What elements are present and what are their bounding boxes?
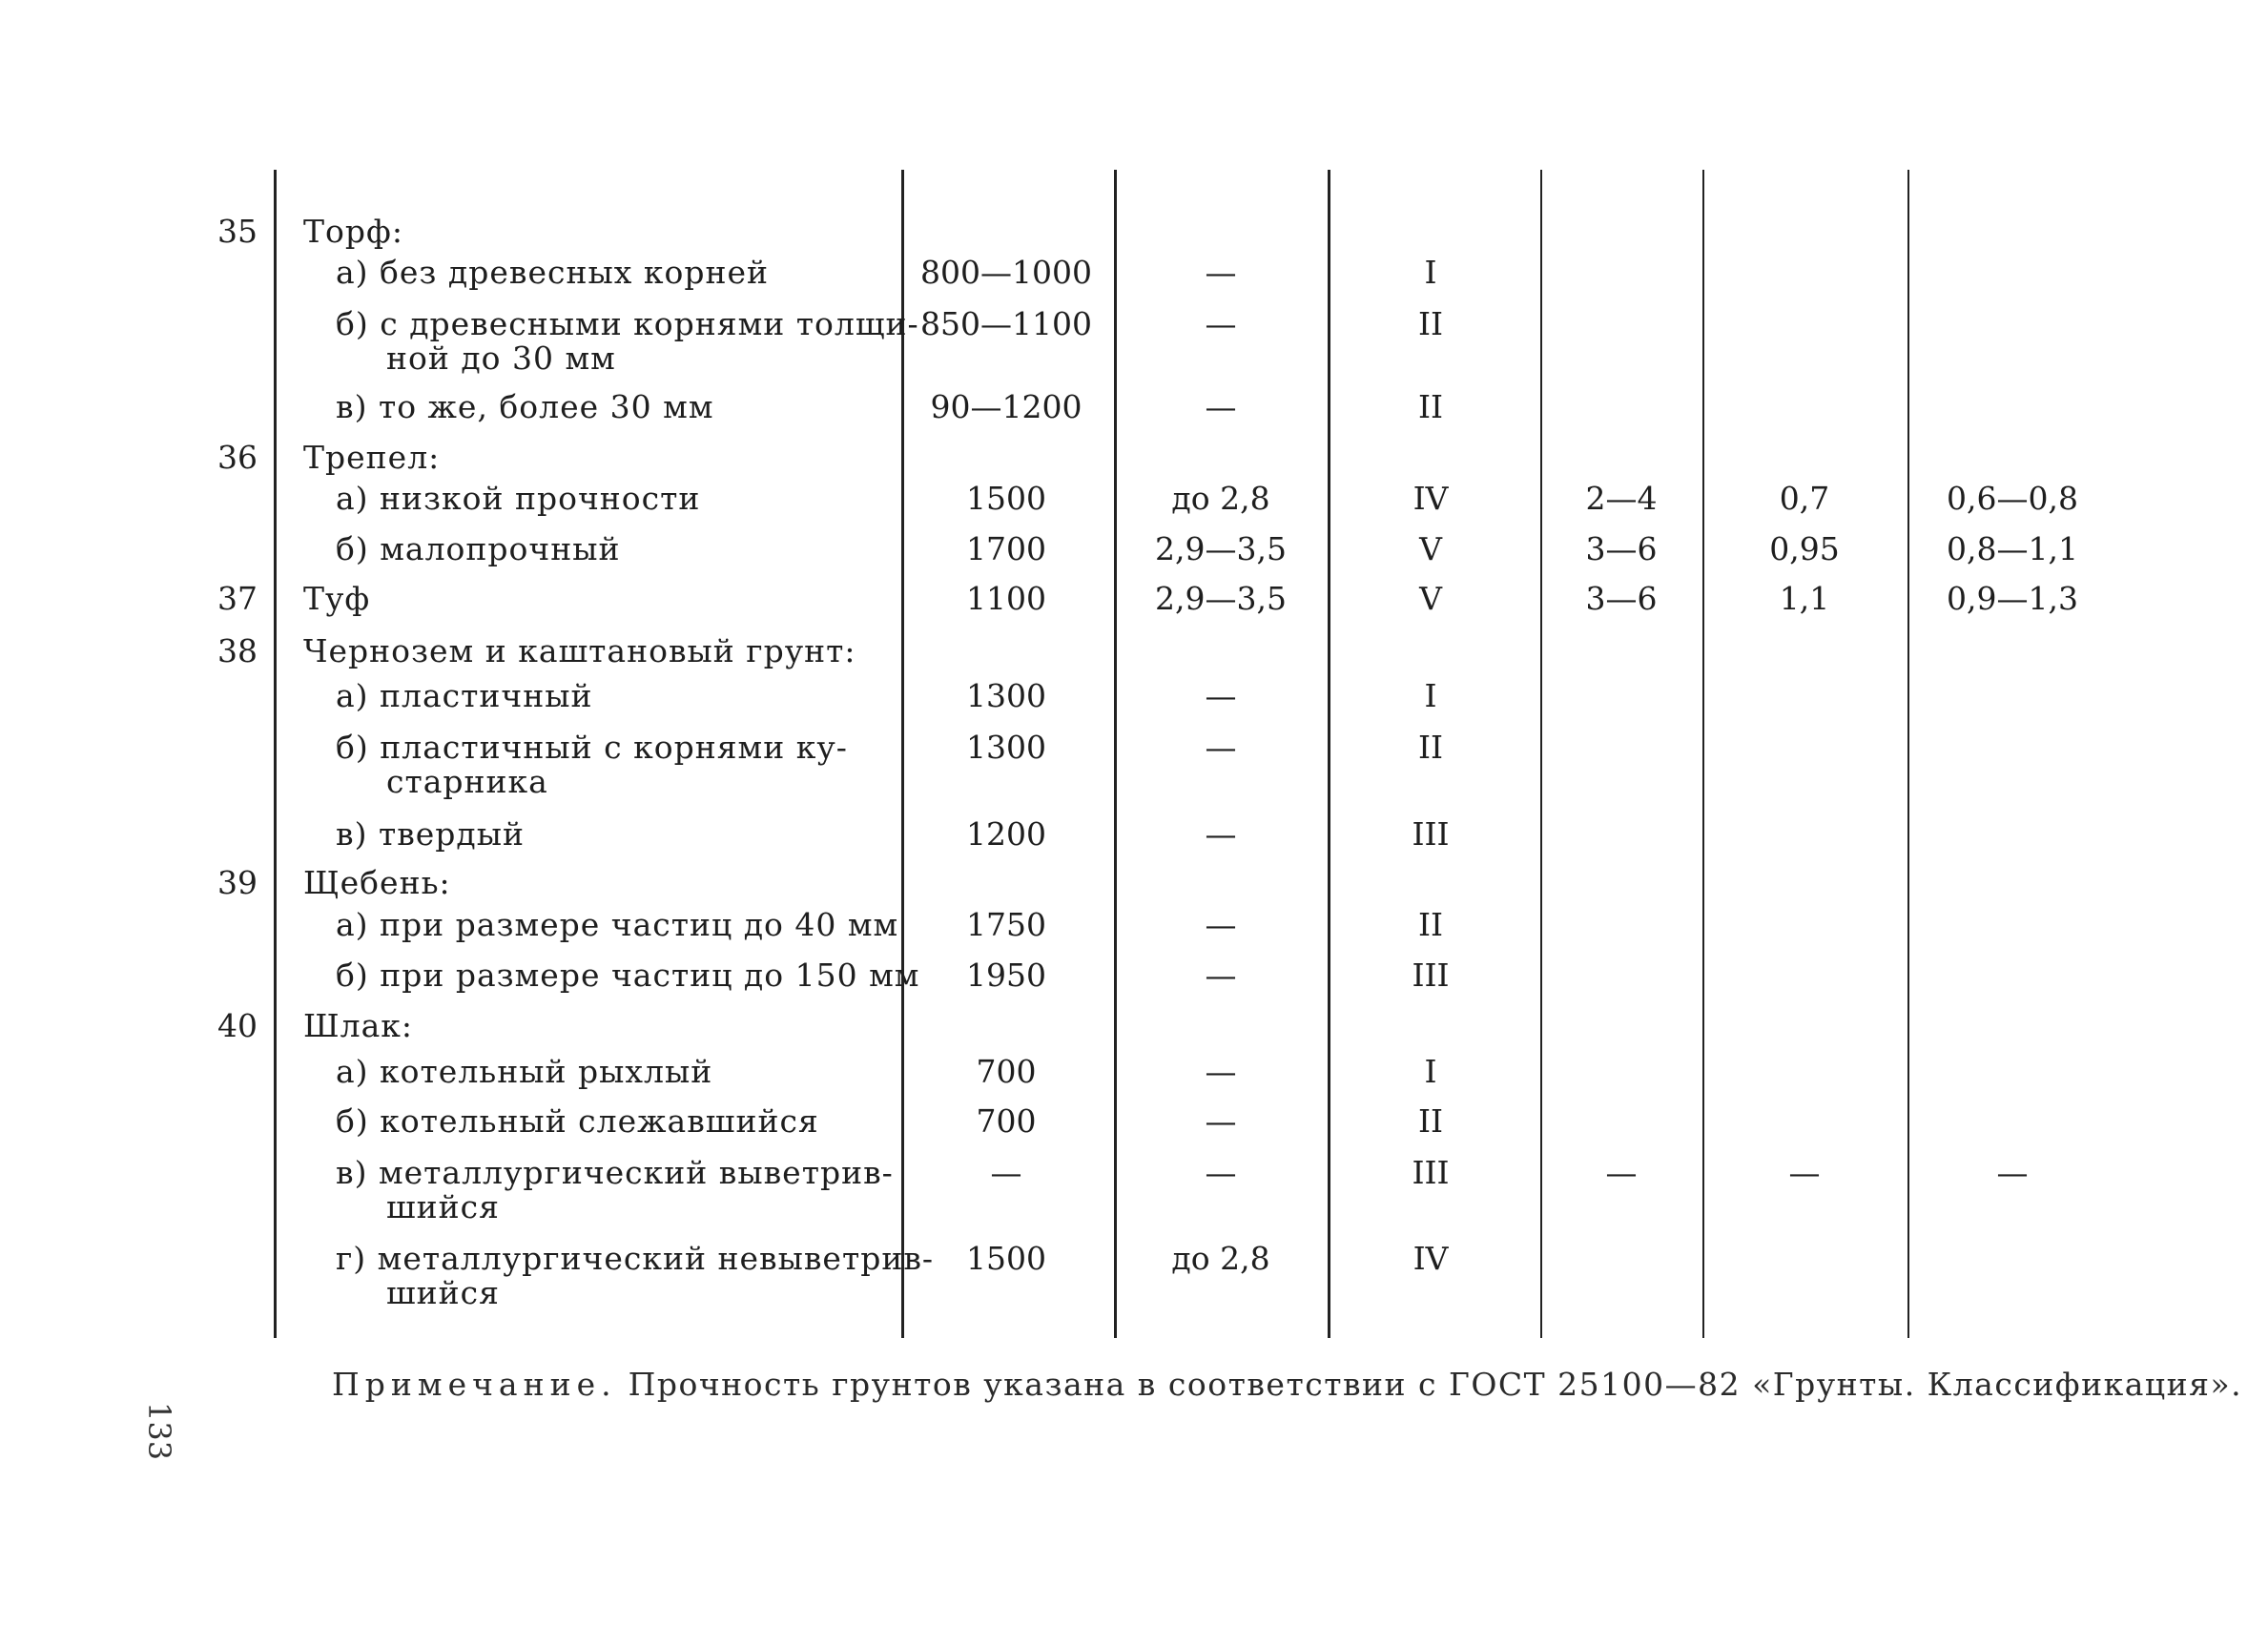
row-description: в) металлургический выветрив- <box>336 1154 894 1191</box>
cell-c3: III <box>1412 1154 1450 1191</box>
cell-c6: — <box>1996 1154 2029 1191</box>
cell-c1: 1300 <box>966 729 1046 766</box>
cell-c2: — <box>1205 815 1237 853</box>
cell-c3: IV <box>1412 480 1449 517</box>
cell-c1: 1500 <box>966 480 1046 517</box>
row-description: б) при размере частиц до 150 мм <box>336 957 920 994</box>
note-text: Прочность грунтов указана в соответствии с ГОСТ 25100—82 «Грунты. Классификация». <box>616 1366 2243 1403</box>
cell-c2: — <box>1205 1053 1237 1090</box>
cell-c3: IV <box>1412 1240 1449 1277</box>
row-description: ной до 30 мм <box>386 340 616 377</box>
cell-c1: 90—1200 <box>930 388 1082 425</box>
cell-c3: II <box>1417 906 1444 943</box>
row-description: старника <box>386 763 548 800</box>
cell-c4: 3—6 <box>1585 580 1658 617</box>
cell-c4: 2—4 <box>1585 480 1658 517</box>
cell-c2: — <box>1205 254 1237 291</box>
cell-c6: 0,6—0,8 <box>1947 480 2078 517</box>
cell-c2: — <box>1205 729 1237 766</box>
cell-c2: 2,9—3,5 <box>1155 580 1287 617</box>
cell-c3: III <box>1412 815 1450 853</box>
cell-c2: до 2,8 <box>1171 1240 1270 1277</box>
cell-c1: 1300 <box>966 677 1046 714</box>
row-description: б) с древесными корнями толщи- <box>336 305 919 342</box>
column-rule-1 <box>274 170 277 1338</box>
cell-c3: II <box>1417 305 1444 342</box>
cell-c2: до 2,8 <box>1171 480 1270 517</box>
row-description: а) пластичный <box>336 677 593 714</box>
row-description: Чернозем и каштановый грунт: <box>303 632 856 669</box>
row-number: 40 <box>217 1007 258 1044</box>
page-number: 133 <box>141 1402 177 1461</box>
row-number: 38 <box>217 632 258 669</box>
row-description: а) низкой прочности <box>336 480 701 517</box>
cell-c2: — <box>1205 677 1237 714</box>
cell-c1: 850—1100 <box>920 305 1092 342</box>
cell-c4: 3—6 <box>1585 530 1658 567</box>
row-description: а) котельный рыхлый <box>336 1053 713 1090</box>
row-description: г) металлургический невыветрив- <box>336 1240 935 1277</box>
note-lead: Примечание. <box>332 1366 617 1403</box>
cell-c3: V <box>1419 580 1442 617</box>
row-description: шийся <box>386 1188 500 1225</box>
cell-c5: 0,95 <box>1769 530 1840 567</box>
cell-c3: I <box>1424 677 1437 714</box>
row-description: шийся <box>386 1274 500 1311</box>
cell-c3: II <box>1417 729 1444 766</box>
cell-c1: 1500 <box>966 1240 1046 1277</box>
row-description: а) без древесных корней <box>336 254 769 291</box>
row-description: б) малопрочный <box>336 530 621 567</box>
cell-c3: II <box>1417 1102 1444 1140</box>
row-description: Трепел: <box>303 439 441 476</box>
cell-c1: 1950 <box>966 957 1046 994</box>
cell-c5: 0,7 <box>1779 480 1830 517</box>
cell-c1: 1200 <box>966 815 1046 853</box>
cell-c6: 0,9—1,3 <box>1947 580 2078 617</box>
cell-c1: 800—1000 <box>920 254 1092 291</box>
row-description: а) при размере частиц до 40 мм <box>336 906 899 943</box>
row-number: 36 <box>217 439 258 476</box>
row-description: Щебень: <box>303 864 451 901</box>
cell-c1: 700 <box>976 1102 1037 1140</box>
row-description: б) котельный слежавшийся <box>336 1102 819 1140</box>
row-description: Шлак: <box>303 1007 414 1044</box>
cell-c2: — <box>1205 305 1237 342</box>
cell-c3: I <box>1424 1053 1437 1090</box>
cell-c2: — <box>1205 1154 1237 1191</box>
row-description: б) пластичный с корнями ку- <box>336 729 848 766</box>
cell-c5: — <box>1788 1154 1821 1191</box>
cell-c1: 1750 <box>966 906 1046 943</box>
cell-c1: 1700 <box>966 530 1046 567</box>
cell-c2: — <box>1205 1102 1237 1140</box>
row-number: 35 <box>217 213 258 250</box>
cell-c3: V <box>1419 530 1442 567</box>
cell-c3: I <box>1424 254 1437 291</box>
row-number: 37 <box>217 580 258 617</box>
cell-c1: — <box>990 1154 1022 1191</box>
table-note <box>332 1366 2242 1403</box>
cell-c1: 1100 <box>966 580 1046 617</box>
cell-c2: 2,9—3,5 <box>1155 530 1287 567</box>
cell-c2: — <box>1205 957 1237 994</box>
row-number: 39 <box>217 864 258 901</box>
cell-c2: — <box>1205 906 1237 943</box>
cell-c6: 0,8—1,1 <box>1947 530 2078 567</box>
cell-c2: — <box>1205 388 1237 425</box>
row-description: в) то же, более 30 мм <box>336 388 714 425</box>
row-description: в) твердый <box>336 815 526 853</box>
cell-c3: III <box>1412 957 1450 994</box>
row-description: Торф: <box>303 213 403 250</box>
row-description: Туф <box>303 580 371 617</box>
cell-c1: 700 <box>976 1053 1037 1090</box>
cell-c4: — <box>1605 1154 1638 1191</box>
cell-c5: 1,1 <box>1779 580 1830 617</box>
cell-c3: II <box>1417 388 1444 425</box>
